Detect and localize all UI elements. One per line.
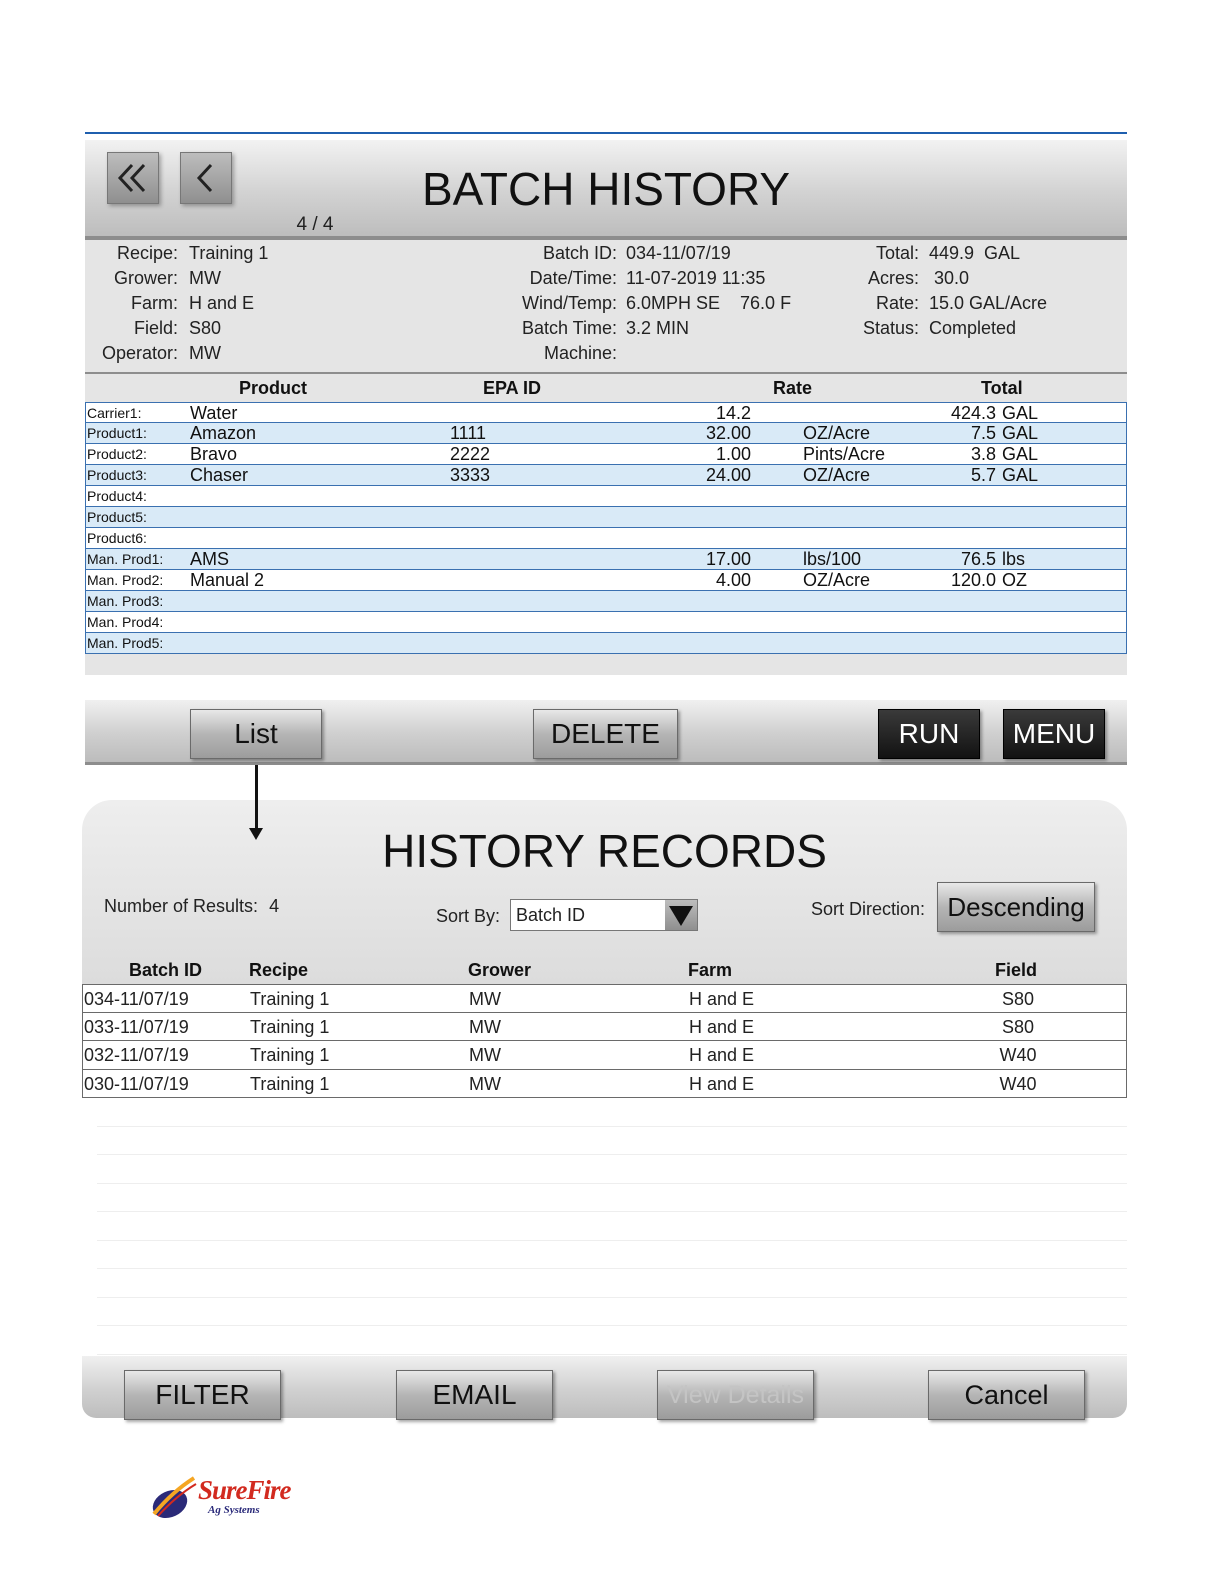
record-grower: MW [469,1016,501,1037]
history-table-header [82,956,1127,984]
total-unit: OZ [1002,570,1027,590]
info-value: 6.0MPH SE 76.0 F [626,293,792,313]
rate-value: 4.00 [715,570,751,590]
total-value: 5.7 [970,465,996,485]
info-label: Farm: [131,293,178,313]
info-row-acres [825,266,1125,291]
number-of-results [104,896,279,917]
run-button[interactable]: RUN [878,709,980,759]
record-batch-id: 030-11/07/19 [84,1073,189,1094]
triangle-down-icon [665,900,697,930]
history-table-body [82,984,1127,1098]
total-value: 424.3 [950,403,996,423]
record-recipe: Training 1 [250,989,330,1009]
page-indicator: 4 / 4 [296,214,334,235]
product-name: AMS [190,549,230,569]
info-row-farm [85,291,505,316]
product-table-body [85,402,1127,654]
product-row[interactable] [85,570,1127,591]
record-field: S80 [1001,1016,1035,1037]
batch-history-panel [85,140,1127,675]
number-of-results-value: 4 [269,896,280,916]
batch-history-header [85,140,1127,240]
product-row[interactable] [85,549,1127,570]
product-table [85,372,1127,654]
history-record-row[interactable] [82,1070,1127,1099]
rate-value: 32.00 [705,423,751,443]
rate-value: 1.00 [715,444,751,464]
header-total: Total [981,378,1023,398]
info-label: Acres: [867,268,919,288]
history-record-row[interactable] [82,1041,1127,1070]
product-slot: Carrier1: [87,405,142,421]
sort-by-value: Batch ID [516,905,586,925]
rate-value: 14.2 [715,403,751,423]
info-value: 3.2 MIN [626,318,690,338]
sort-by-select[interactable] [510,899,698,931]
product-name: Chaser [190,465,249,485]
product-slot: Product6: [87,530,147,546]
filter-button[interactable]: FILTER [124,1370,281,1420]
menu-button[interactable]: MENU [1003,709,1105,759]
product-slot: Man. Prod1: [87,551,164,567]
info-label: Machine: [543,343,617,363]
record-field: W40 [999,1045,1037,1065]
sort-direction-button[interactable]: Descending [937,882,1095,932]
info-row-wind-temp [485,291,835,316]
total-unit: lbs [1002,549,1026,569]
product-row[interactable] [85,591,1127,612]
record-grower: MW [469,1073,501,1094]
info-value: MW [189,343,221,363]
total-value: 120.0 [950,570,996,590]
product-slot: Man. Prod4: [87,614,164,630]
header-product: Product [239,378,308,398]
number-of-results-label: Number of Results: [104,896,259,916]
info-value: H and E [189,293,255,313]
record-field: S80 [1001,989,1035,1009]
total-value: 76.5 [960,549,996,569]
header-batch-id: Batch ID [129,960,203,980]
list-arrow-line [255,765,258,830]
product-name: Manual 2 [190,570,265,590]
info-row-status [825,316,1125,341]
total-unit: GAL [1002,403,1039,423]
batch-info-middle [485,241,835,366]
info-label: Batch ID: [542,243,617,263]
history-records-panel [82,800,1127,985]
total-unit: GAL [1002,423,1039,443]
product-slot: Product2: [87,446,147,462]
info-value: 449.9 GAL [929,243,1021,263]
rate-unit: OZ/Acre [803,465,871,485]
arrow-down-icon [249,828,263,840]
rate-unit: Pints/Acre [803,444,886,464]
batch-info-right [825,241,1125,341]
record-recipe: Training 1 [250,1073,330,1094]
info-value: 034-11/07/19 [626,243,731,263]
surefire-logo [148,1470,291,1525]
product-slot: Man. Prod2: [87,572,164,588]
info-value: S80 [189,318,222,338]
total-value: 7.5 [970,423,996,443]
info-label: Date/Time: [529,268,617,288]
product-slot: Man. Prod5: [87,635,164,651]
total-unit: GAL [1002,465,1039,485]
info-row-grower [85,266,505,291]
total-unit: GAL [1002,444,1039,464]
logo-tagline: Ag Systems [208,1504,260,1516]
record-grower: MW [469,989,501,1009]
list-button[interactable]: List [190,709,322,759]
product-slot: Product3: [87,467,147,483]
info-label: Total: [875,243,919,263]
record-farm: H and E [689,989,755,1009]
history-table-empty-area [97,1098,1127,1356]
record-field: W40 [999,1073,1037,1094]
product-row[interactable] [85,528,1127,549]
record-recipe: Training 1 [250,1016,330,1037]
record-farm: H and E [689,1045,755,1065]
product-epa-id: 3333 [450,465,491,485]
product-table-header [85,372,1127,402]
record-farm: H and E [689,1073,755,1094]
record-batch-id: 033-11/07/19 [84,1016,189,1037]
header-recipe: Recipe [249,960,309,980]
product-epa-id: 2222 [450,444,491,464]
header-field: Field [995,960,1038,980]
header-farm: Farm [688,960,733,980]
product-row[interactable] [85,444,1127,465]
batch-history-title: BATCH HISTORY [421,163,791,215]
product-row[interactable] [85,486,1127,507]
product-slot: Product1: [87,425,147,441]
product-epa-id: 1111 [450,423,487,443]
header-grower: Grower [468,960,532,980]
info-row-operator [85,341,505,366]
info-label: Rate: [875,293,919,313]
info-value: MW [189,268,221,288]
info-row-date-time [485,266,835,291]
sort-direction-label: Sort Direction: [811,899,926,919]
info-value: Completed [929,318,1017,338]
info-label: Operator: [101,343,178,363]
product-row[interactable] [85,633,1127,654]
info-row-machine [485,341,835,366]
email-button[interactable]: EMAIL [396,1370,553,1420]
product-row[interactable] [85,402,1127,423]
info-label: Wind/Temp: [521,293,617,313]
batch-history-toolbar [85,700,1127,765]
product-name: Bravo [190,444,238,464]
history-records-toolbar [82,1356,1127,1418]
product-slot: Product4: [87,488,147,504]
info-value: Training 1 [189,243,269,263]
sort-by-dropdown-button[interactable] [665,900,697,930]
info-value: 15.0 GAL/Acre [929,293,1048,313]
cancel-button[interactable]: Cancel [928,1370,1085,1420]
rate-unit: OZ/Acre [803,570,871,590]
record-recipe: Training 1 [250,1045,330,1065]
info-row-rate [825,291,1125,316]
product-name: Amazon [190,423,257,443]
delete-button[interactable]: DELETE [533,709,678,759]
info-label: Status: [862,318,919,338]
total-value: 3.8 [970,444,996,464]
view-details-button[interactable]: View Details [657,1370,814,1420]
rate-unit: lbs/100 [803,549,862,569]
info-label: Grower: [113,268,178,288]
record-batch-id: 034-11/07/19 [84,989,189,1009]
info-row-total [825,241,1125,266]
top-divider [85,132,1127,134]
info-label: Field: [133,318,178,338]
rate-value: 24.00 [705,465,751,485]
product-row[interactable] [85,507,1127,528]
history-records-title: HISTORY RECORDS [382,825,827,877]
product-name: Water [190,403,238,423]
product-slot: Product5: [87,509,147,525]
info-label: Batch Time: [521,318,617,338]
record-farm: H and E [689,1016,755,1037]
product-row[interactable] [85,465,1127,486]
info-label: Recipe: [116,243,178,263]
header-rate: Rate [773,378,813,398]
rate-value: 17.00 [705,549,751,569]
info-row-batch-time [485,316,835,341]
info-row-recipe [85,241,505,266]
info-value: 11-07-2019 11:35 [626,268,766,288]
product-row[interactable] [85,612,1127,633]
info-row-batch-id [485,241,835,266]
batch-info-left [85,241,505,366]
info-value: 30.0 [929,268,970,288]
history-record-row[interactable] [82,1013,1127,1042]
product-row[interactable] [85,423,1127,444]
rate-unit: OZ/Acre [803,423,871,443]
sort-by-label: Sort By: [436,906,501,926]
record-batch-id: 032-11/07/19 [84,1045,189,1065]
record-grower: MW [469,1045,501,1065]
header-epa-id: EPA ID [483,378,542,398]
logo-wordmark: SureFire [198,1475,291,1505]
product-slot: Man. Prod3: [87,593,164,609]
history-record-row[interactable] [82,984,1127,1013]
surefire-swoosh-icon [148,1470,198,1525]
info-row-field [85,316,505,341]
